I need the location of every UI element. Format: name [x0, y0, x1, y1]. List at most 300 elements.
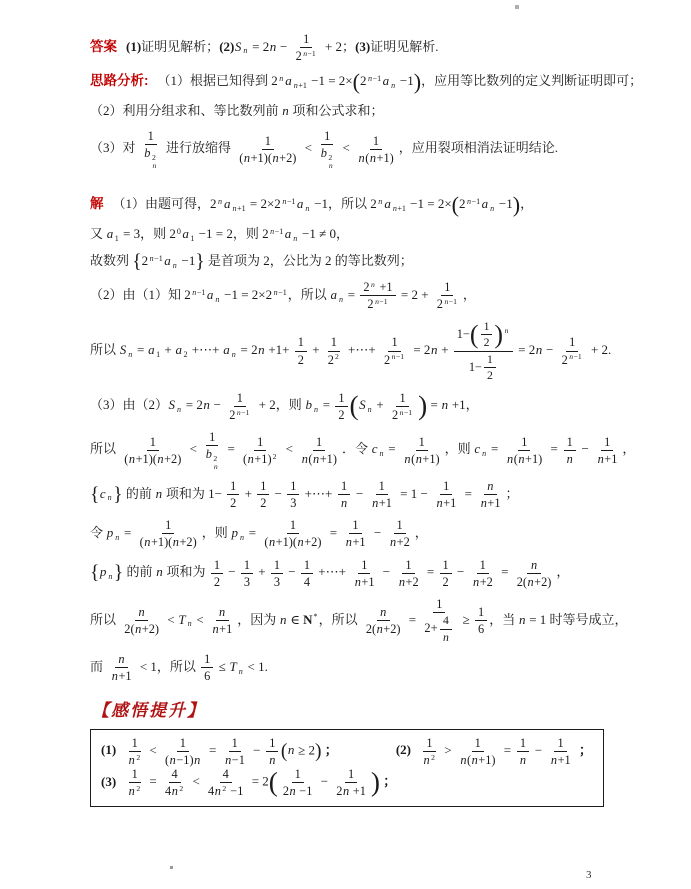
math-text: +1，	[448, 397, 479, 413]
math-text: +⋯+	[344, 342, 379, 358]
math-variable: n	[535, 342, 543, 358]
insight-formula-2	[396, 736, 592, 767]
math-subscript	[189, 233, 195, 245]
math-subscript	[214, 294, 221, 306]
math-text: = 2	[248, 38, 270, 54]
math-superscript	[503, 327, 510, 336]
math-variable: n	[378, 196, 383, 206]
fraction-denominator	[594, 451, 620, 466]
math-text: 2	[383, 352, 391, 367]
math-variable: n	[218, 196, 223, 206]
math-text: +⋯+	[188, 342, 223, 358]
math-fraction	[125, 767, 144, 798]
math-text: <	[301, 140, 316, 156]
math-variable: n	[527, 574, 534, 589]
math-text: +2	[479, 574, 493, 589]
math-text: +1	[352, 535, 366, 550]
math-variable: n	[597, 451, 604, 466]
math-fraction	[121, 435, 184, 466]
math-variable: n	[473, 574, 480, 589]
math-subscript	[155, 349, 161, 361]
math-text: 1	[257, 434, 264, 449]
math-text: ≤	[215, 658, 229, 674]
math-text: 1−	[456, 326, 470, 341]
fraction-numerator	[254, 435, 266, 451]
math-text: 1	[521, 434, 528, 449]
math-text: 1−	[468, 359, 482, 374]
math-text: （2）由（1）知 2	[90, 286, 191, 302]
math-text: 2	[229, 407, 236, 422]
math-text: 是首项为 2，公比为 2 的等比数列；	[204, 253, 413, 269]
math-variable: n	[345, 535, 352, 550]
fraction-numerator	[566, 335, 578, 351]
math-variable: a	[164, 253, 171, 269]
math-variable: n	[135, 622, 142, 637]
math-text: 1	[557, 735, 564, 750]
math-fraction	[141, 129, 161, 170]
math-text: +2)	[164, 451, 182, 466]
math-text: 1	[289, 518, 296, 533]
math-text: −	[276, 38, 291, 54]
math-text: ，应用裂项相消法证明结论.	[398, 140, 559, 156]
math-text: 1	[297, 335, 304, 350]
fraction-denominator	[440, 630, 453, 644]
fraction-denominator	[477, 495, 503, 510]
math-text: (	[243, 451, 248, 466]
fraction-denominator	[481, 335, 493, 349]
solution-line-11	[90, 596, 628, 644]
math-text: 2	[561, 352, 568, 367]
math-text: 1	[230, 478, 237, 493]
math-text: 2	[297, 352, 304, 367]
math-variable: n	[371, 280, 375, 290]
math-text: (	[365, 150, 370, 165]
math-text: −1	[379, 297, 388, 307]
math-fraction	[121, 605, 162, 636]
math-variable: a	[382, 73, 390, 89]
math-variable: n	[368, 73, 373, 83]
math-text: 4	[171, 766, 178, 781]
math-text: −	[542, 342, 557, 358]
math-text: 1	[264, 133, 271, 148]
math-fraction	[386, 518, 412, 549]
math-text: 2	[483, 336, 490, 350]
fraction-numerator	[206, 430, 218, 446]
math-text: −	[285, 564, 299, 580]
math-sub-row	[328, 162, 333, 170]
math-text: 1	[405, 557, 412, 572]
math-text: < 1.	[244, 658, 268, 674]
fraction-denominator	[364, 296, 391, 311]
math-variable: n	[128, 784, 135, 799]
math-text: = 2 +	[397, 286, 432, 302]
math-text: −1	[395, 352, 405, 362]
math-variable: n	[172, 535, 179, 550]
math-text: 1	[260, 478, 267, 493]
math-superscript	[443, 298, 458, 307]
math-superscript	[367, 73, 383, 85]
math-variable: n	[213, 461, 218, 471]
math-text: 2	[179, 783, 184, 793]
math-text: 1	[294, 766, 301, 781]
fraction-denominator	[266, 752, 279, 767]
fraction-numerator	[518, 435, 530, 451]
math-text: 2	[363, 280, 370, 295]
math-text: =	[423, 564, 438, 580]
fraction-numerator	[475, 605, 487, 621]
math-text: = 2×2	[246, 195, 281, 211]
math-subscript	[106, 492, 113, 504]
math-line	[90, 478, 519, 511]
math-text: ，当	[489, 611, 519, 627]
math-text: 1	[209, 429, 216, 444]
math-text: (	[239, 150, 244, 165]
math-text: =	[205, 742, 220, 758]
fraction-denominator	[421, 613, 457, 644]
math-text: ∈	[287, 611, 304, 627]
fraction-denominator	[457, 752, 499, 767]
math-text: 2	[336, 784, 343, 799]
fraction-numerator	[517, 736, 529, 752]
math-subsup-stack	[151, 154, 158, 170]
fraction-denominator	[420, 752, 439, 767]
math-text: −1	[448, 297, 457, 307]
math-text: = 2	[182, 397, 203, 413]
math-text: 1	[372, 133, 379, 148]
math-text: =	[146, 773, 161, 789]
math-fraction	[211, 558, 223, 589]
math-text: (	[411, 451, 416, 466]
math-text: =	[500, 742, 515, 758]
math-superscript	[176, 226, 182, 238]
math-text: <	[186, 441, 201, 457]
section-label: 解	[90, 195, 104, 211]
math-superscript	[568, 353, 583, 362]
math-text: 1	[131, 735, 138, 750]
math-big-bracket: )	[418, 390, 428, 421]
math-text: +1	[443, 496, 457, 511]
fraction-denominator	[466, 352, 501, 383]
math-text: −	[317, 773, 332, 789]
math-text: + 2；	[321, 38, 356, 54]
math-text: 2	[230, 496, 237, 511]
math-text: 1	[519, 735, 527, 750]
math-subscript	[391, 203, 407, 215]
fraction-denominator	[280, 783, 316, 798]
fraction-denominator	[338, 495, 351, 510]
math-variable: n	[375, 297, 379, 307]
math-text: 1	[444, 280, 451, 295]
math-text: −1	[471, 196, 481, 206]
math-variable: c	[474, 441, 481, 457]
math-variable: a	[224, 195, 231, 211]
math-text: 2	[213, 574, 220, 589]
math-text: 1	[330, 335, 337, 350]
math-text: 项和公式求和；	[289, 103, 384, 119]
fraction-numerator	[313, 435, 325, 451]
math-fraction	[481, 320, 493, 350]
math-text: 4	[165, 784, 172, 799]
math-variable: c	[99, 485, 106, 501]
analysis-line-2	[90, 101, 610, 121]
formula-number: (1)	[101, 742, 117, 758]
math-subscript	[231, 203, 247, 215]
math-variable: n	[389, 535, 397, 550]
math-fraction	[342, 518, 368, 549]
math-text: −1，所以 2	[310, 195, 377, 211]
page-artifact-dot-bottom	[170, 866, 173, 869]
fraction-numerator	[394, 518, 406, 534]
fraction-numerator	[301, 558, 313, 574]
fraction-denominator	[363, 621, 404, 636]
math-text: 2(	[516, 574, 527, 589]
math-superscript	[334, 353, 340, 362]
math-variable: a	[284, 225, 292, 241]
math-fraction	[457, 736, 499, 767]
math-text: +1	[349, 784, 366, 799]
math-text: 1	[486, 352, 493, 366]
fraction-numerator	[481, 320, 493, 335]
page-number: 3	[586, 869, 592, 881]
math-variable: n	[441, 397, 449, 413]
fraction-denominator	[333, 783, 369, 798]
math-variable: n	[194, 752, 201, 767]
math-bold-text: (2)	[219, 38, 235, 54]
math-fraction	[295, 335, 307, 366]
math-text: =	[120, 524, 135, 540]
fraction-denominator	[261, 534, 324, 549]
math-subscript	[292, 80, 308, 92]
math-variable: n	[354, 574, 361, 589]
math-text: =	[224, 441, 239, 457]
math-fraction	[240, 435, 280, 466]
math-variable: n	[172, 261, 177, 271]
math-variable: n	[507, 451, 514, 466]
fraction-denominator	[563, 451, 576, 466]
fraction-numerator	[287, 518, 299, 534]
math-variable: n	[391, 352, 396, 362]
fraction-numerator	[257, 479, 269, 495]
math-text: −1 ≠ 0，	[298, 225, 349, 241]
math-fraction	[363, 605, 404, 636]
math-text: +2)	[383, 622, 401, 637]
math-superscript	[272, 287, 288, 299]
math-text: +1)(	[135, 451, 157, 466]
math-variable: n	[118, 652, 125, 667]
math-fraction	[514, 558, 555, 589]
math-fraction	[287, 479, 299, 510]
math-text: ，因为	[237, 611, 280, 627]
math-variable: a	[106, 225, 114, 241]
math-fraction	[125, 736, 144, 767]
fraction-numerator	[377, 605, 390, 621]
math-subscript	[186, 618, 193, 630]
fraction-numerator	[484, 353, 496, 368]
math-text: ，所以	[318, 611, 361, 627]
math-big-bracket: (	[352, 69, 360, 95]
math-variable: n	[279, 73, 284, 83]
fraction-numerator	[601, 435, 613, 451]
math-text: −1	[231, 752, 245, 767]
fraction-numerator	[564, 435, 576, 451]
math-variable: n	[212, 622, 219, 637]
math-text: =	[427, 397, 442, 413]
math-text: 1	[566, 434, 573, 449]
math-text: −1	[396, 73, 414, 89]
math-text: −	[352, 485, 367, 501]
math-line	[90, 390, 479, 422]
math-variable: c	[371, 441, 378, 457]
fraction-numerator	[271, 558, 283, 574]
math-fraction	[470, 558, 496, 589]
math-big-bracket: )	[494, 319, 504, 349]
math-text: +2	[405, 574, 419, 589]
math-text: 2	[272, 451, 277, 461]
insight-formula-3	[101, 767, 396, 798]
math-variable: a	[481, 195, 489, 211]
math-subscript	[171, 260, 178, 272]
fraction-numerator	[227, 479, 239, 495]
math-text: =	[547, 441, 562, 457]
math-subsup-stack	[212, 455, 219, 471]
math-variable: n	[149, 254, 154, 264]
math-text: 1	[426, 735, 433, 750]
math-text: 故数列	[90, 253, 133, 269]
math-fraction	[271, 558, 283, 589]
math-text: 1	[604, 434, 611, 449]
math-variable: n	[376, 622, 383, 637]
math-superscript	[302, 50, 317, 59]
math-text: 2	[459, 195, 466, 211]
math-big-bracket: )	[370, 766, 380, 797]
math-variable: n	[391, 81, 396, 91]
math-text: 1	[324, 128, 331, 143]
math-text: （1）根据已知得到 2	[157, 73, 278, 89]
insight-formula-1	[101, 736, 338, 767]
math-text: （1）由题可得，2	[112, 195, 217, 211]
math-text: 1	[269, 735, 276, 750]
math-subscript	[183, 349, 189, 361]
math-big-bracket: )	[413, 69, 422, 95]
math-text: +1)	[254, 451, 272, 466]
math-variable: n	[215, 294, 220, 304]
math-variable: n	[243, 46, 248, 56]
math-variable: n	[203, 397, 210, 413]
math-fraction	[440, 558, 452, 589]
math-text: −1	[227, 784, 244, 799]
math-subscript	[114, 233, 120, 245]
math-variable: n	[282, 103, 289, 119]
math-variable: n	[415, 451, 422, 466]
fraction-numerator	[472, 736, 484, 752]
math-variable: S	[359, 397, 366, 413]
solution-content	[90, 32, 643, 807]
math-text: −1 = 2×2	[220, 286, 273, 302]
fraction-numerator	[220, 767, 232, 783]
math-text: 1	[303, 557, 311, 572]
math-text: 1	[273, 557, 281, 572]
math-superscript	[135, 754, 141, 763]
math-variable: n	[171, 784, 178, 799]
math-variable: n	[404, 451, 411, 466]
math-subscript	[176, 404, 183, 416]
math-text: +1)(	[275, 535, 298, 550]
math-text: 项和为	[163, 564, 209, 580]
math-subscript	[312, 404, 319, 416]
math-text: +	[308, 342, 323, 358]
math-subscript	[481, 448, 488, 460]
math-text: = 2	[237, 342, 258, 358]
fraction-numerator	[266, 736, 278, 752]
fraction-denominator	[434, 296, 461, 311]
math-variable: n	[144, 535, 151, 550]
fraction-denominator	[547, 752, 573, 767]
math-text: 4	[222, 766, 229, 781]
fraction-denominator	[121, 621, 162, 636]
math-variable: n	[169, 752, 176, 767]
math-variable: n	[232, 203, 237, 213]
math-text: 2	[222, 783, 227, 793]
math-sub-row	[213, 463, 218, 471]
math-text: 3	[243, 574, 250, 589]
math-fraction	[333, 767, 369, 798]
math-text: = 1 −	[396, 485, 432, 501]
math-subscript	[242, 45, 249, 57]
fraction-denominator	[257, 495, 269, 510]
math-text: +2)	[304, 535, 322, 550]
math-variable: n	[273, 287, 278, 297]
math-text: (	[467, 752, 472, 767]
math-variable: n	[247, 451, 254, 466]
math-fraction	[563, 435, 576, 466]
math-subscript	[366, 404, 373, 416]
math-text: 的前	[123, 564, 156, 580]
answer-line	[90, 32, 610, 63]
math-variable: n	[128, 752, 135, 767]
fraction-numerator	[129, 736, 141, 752]
math-subscript	[292, 233, 299, 245]
math-subscript	[489, 203, 496, 215]
math-text: 4	[208, 784, 215, 799]
math-text: ，则	[201, 524, 231, 540]
math-text: 1	[316, 434, 323, 449]
math-text: 1	[231, 735, 238, 750]
math-variable: b	[320, 146, 327, 161]
math-variable: n	[156, 564, 163, 580]
fraction-denominator	[271, 574, 283, 589]
fraction-numerator	[396, 391, 408, 407]
solution-line-12	[90, 652, 610, 683]
math-text: 进行放缩得	[162, 140, 235, 156]
fraction-numerator	[135, 605, 148, 621]
math-text: +1	[361, 574, 375, 589]
fraction-numerator	[292, 767, 304, 783]
math-variable: n	[313, 451, 320, 466]
math-variable: p	[106, 524, 114, 540]
math-text: 1	[436, 596, 443, 611]
fraction-denominator	[335, 407, 347, 422]
math-text: *	[313, 612, 318, 622]
math-line	[90, 652, 268, 684]
math-superscript	[390, 353, 405, 362]
math-variable: n	[272, 150, 279, 165]
fraction-numerator	[328, 335, 340, 351]
math-text: <	[146, 742, 161, 758]
fraction-numerator	[262, 134, 274, 150]
fraction-numerator	[234, 391, 246, 407]
fraction-denominator	[227, 495, 239, 510]
math-text: −	[224, 564, 239, 580]
